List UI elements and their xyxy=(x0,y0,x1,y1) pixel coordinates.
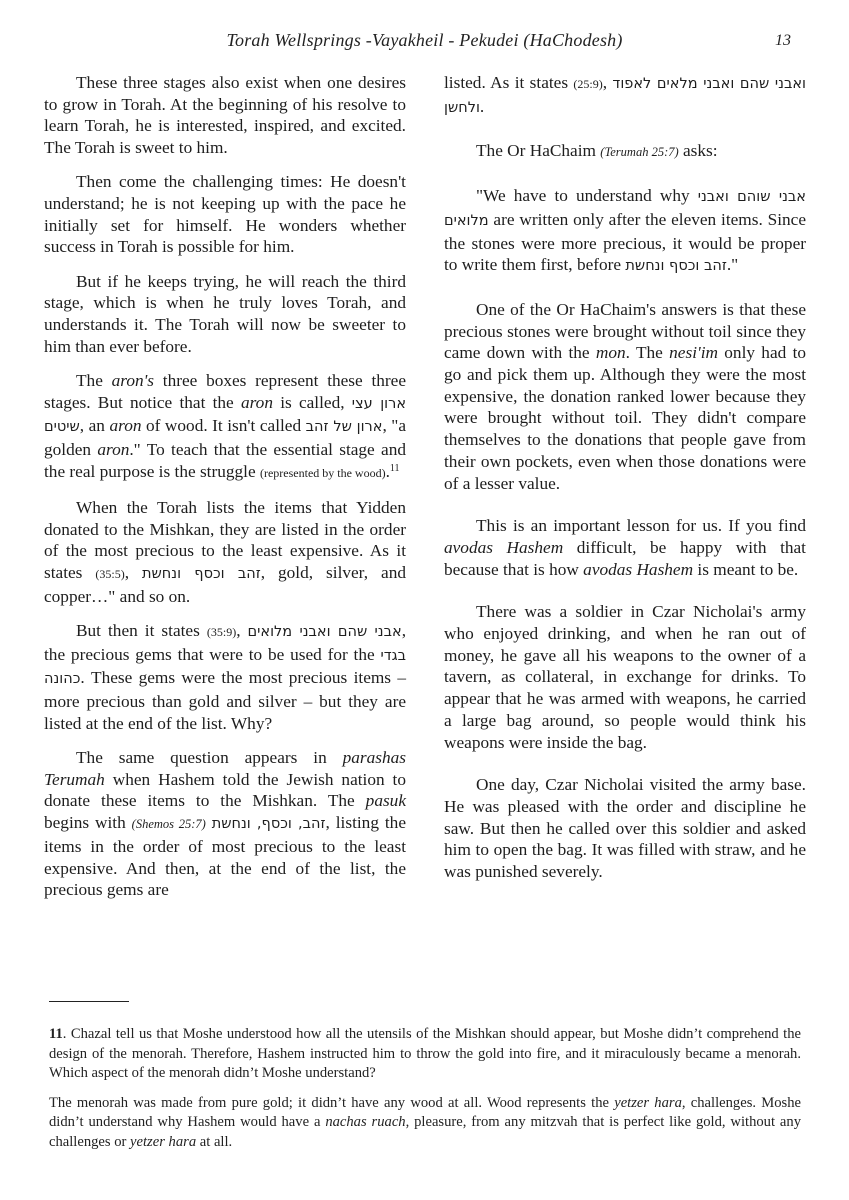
hebrew-text: זהב, וכסף, ונחשת xyxy=(211,816,326,833)
running-title: Torah Wellsprings -Vayakheil - Pekudei (HaChodesh) xyxy=(226,30,623,50)
text-run: of wood. It isn't called xyxy=(141,416,306,436)
source-citation: (25:9) xyxy=(573,77,603,91)
hebrew-text: ארון של זהב xyxy=(305,419,383,436)
text-run: begins with xyxy=(44,813,132,833)
hebrew-text: אבני שוהם ואבני מלואים xyxy=(444,189,806,229)
text-run: One of the Or HaChaim's answers is that these precious stones were brought without toil since they came down with the xyxy=(444,299,806,363)
hebrew-text: אבני שהם ואבני מלואים xyxy=(247,623,402,640)
text-run: is meant to be. xyxy=(693,559,799,579)
italic-term: nachas ruach xyxy=(325,1114,406,1131)
source-citation: (represented by the wood) xyxy=(259,465,386,480)
text-run: asks: xyxy=(678,141,718,161)
text-run: . Chazal tell us that Moshe understood how all the utensils of the Mishkan should appear, but Moshe didn’t comprehend the design of the menorah. Therefore, Hashem instructed him to throw the gold into fire, and it miraculously became a menorah. Which aspect of the menorah didn’t Moshe understand? xyxy=(49,1026,801,1082)
text-run: , challenges. Moshe didn’t understand why Hashem would have a xyxy=(49,1094,801,1131)
text-run: . These gems were the most precious items – more precious than gold and silver – but they are listed at the end of the list. Why? xyxy=(44,668,406,733)
body-paragraph xyxy=(444,601,806,753)
footnote-paragraph xyxy=(49,1025,801,1084)
page-number: 13 xyxy=(775,32,791,49)
text-run: , gold, silver, and copper…" and so on. xyxy=(44,563,406,606)
italic-term: aron xyxy=(240,392,273,412)
footnotes xyxy=(49,1025,801,1163)
body-paragraph xyxy=(444,774,806,883)
body-paragraph xyxy=(44,620,406,735)
running-header xyxy=(0,30,849,56)
body-paragraph xyxy=(444,185,806,278)
text-run: at all. xyxy=(196,1133,233,1150)
text-run: is called, xyxy=(272,392,352,412)
text-run: , an xyxy=(79,416,110,436)
source-citation: (35:5) xyxy=(95,567,125,582)
text-run: only had to go and pick them up. Although they were the most expensive, the donation ranked lower because they were brought without toil. They didn't compare themselves to the donations that people gave from their own pockets, even when those donations were of a lesser value. xyxy=(444,343,807,493)
footnote-reference[interactable]: 11 xyxy=(389,462,400,474)
italic-term: pasuk xyxy=(365,791,406,811)
italic-term: yetzer hara xyxy=(130,1133,197,1150)
text-run: difficult, be happy with that because that is how xyxy=(444,537,806,579)
source-citation: (35:9) xyxy=(206,624,237,639)
text-run: , xyxy=(124,563,142,583)
hebrew-text: ארון עצי שיטים xyxy=(44,395,407,436)
text-run: But if he keeps trying, he will reach the third stage, which is when he truly loves Torah, and understands it. The Torah will now be sweeter to him than ever before. xyxy=(44,271,406,356)
hebrew-text: ואבני שהם ואבני מלאים לאפוד ולחשן xyxy=(444,76,806,116)
italic-term: (Shemos 25:7) xyxy=(131,817,206,832)
body-paragraph xyxy=(444,515,806,580)
italic-term: aron's xyxy=(111,370,155,390)
text-run: listed. As it states xyxy=(444,73,574,92)
body-paragraph xyxy=(444,140,806,164)
italic-term: avodas Hashem xyxy=(444,537,564,557)
text-run: ." xyxy=(726,255,739,275)
text-run: , xyxy=(236,620,248,640)
text-run: When the Torah lists the items that Yidden donated to the Mishkan, they are listed in the order of the most precious to the least expensive. As it states xyxy=(44,497,406,583)
text-run: Then come the challenging times: He doesn't understand; he is not keeping up with the pace he initially set for himself. He wonders whether success in Torah is possible for him. xyxy=(44,172,406,257)
right-column xyxy=(444,72,806,904)
text-run: The same question appears in xyxy=(76,747,343,767)
text-run: The menorah was made from pure gold; it didn’t have any wood at all. Wood represents the xyxy=(49,1094,615,1111)
text-run: , pleasure, from any mitzvah that is perfect like gold, without any challenges or xyxy=(49,1114,801,1150)
italic-term: mon xyxy=(595,343,626,363)
text-run: three boxes represent these three stages. But notice that the xyxy=(44,370,406,412)
text-run: . xyxy=(479,96,485,116)
text-run: when Hashem told the Jewish nation to donate these items to the Mishkan. The xyxy=(44,769,406,811)
footnote-number: 11 xyxy=(49,1026,63,1042)
body-paragraph xyxy=(44,72,406,159)
italic-term: aron xyxy=(97,440,130,460)
hebrew-text: זהב וכסף ונחשת xyxy=(142,566,261,583)
body-paragraph xyxy=(44,747,406,901)
italic-term: (Terumah 25:7) xyxy=(600,145,679,160)
footnote-separator xyxy=(49,1001,129,1002)
left-column xyxy=(44,72,406,913)
text-run: "We have to understand why xyxy=(476,186,698,206)
italic-term: avodas Hashem xyxy=(583,559,694,579)
text-run: , xyxy=(602,73,613,92)
text-run: This is an important lesson for us. If you find xyxy=(476,516,806,536)
italic-term: aron xyxy=(109,416,142,436)
text-run: . xyxy=(385,461,390,481)
italic-term: nesi'im xyxy=(669,343,718,363)
text-run: , the precious gems that were to be used for the xyxy=(44,620,407,664)
hebrew-text: זהב וכסף ונחשת xyxy=(625,258,727,275)
text-run: , "a golden xyxy=(44,416,407,460)
footnote-paragraph xyxy=(49,1094,801,1153)
text-run: The xyxy=(76,370,112,390)
body-paragraph xyxy=(44,271,406,358)
text-run: . The xyxy=(625,343,670,363)
text-run: One day, Czar Nicholai visited the army base. He was pleased with the order and discipline he saw. But then he called over this soldier and asked him to open the bag. It was filled with straw, and he was punished severely. xyxy=(444,775,806,882)
text-run: are written only after the eleven items. Since the stones were more precious, it would be proper to write them first, before xyxy=(444,209,806,275)
body-paragraph xyxy=(444,299,806,494)
body-paragraph xyxy=(44,171,406,258)
text-run: , listing the items in the order of most precious to the least expensive. And then, at the end of the list, the precious gems are xyxy=(44,813,406,900)
text-run: But then it states xyxy=(76,620,207,640)
text-run: There was a soldier in Czar Nicholai's army who enjoyed drinking, and when he ran out of money, he gave all his weapons to the owner of a tavern, as collateral, in exchange for drinks. To appear that he was armed with weapons, he carried a large bag around, so people would think his weapons were inside the bag. xyxy=(444,602,806,752)
text-run: ." To teach that the essential stage and the real purpose is the struggle xyxy=(44,440,406,481)
italic-term: yetzer hara xyxy=(614,1094,682,1111)
body-paragraph xyxy=(44,497,406,608)
text-run: These three stages also exist when one desires to grow in Torah. At the beginning of his resolve to learn Torah, he is interested, inspired, and excited. The Torah is sweet to him. xyxy=(44,73,406,158)
italic-term: parashas Terumah xyxy=(44,747,406,789)
body-paragraph xyxy=(44,370,406,485)
hebrew-text: בגדי כהונה xyxy=(44,647,406,688)
body-paragraph xyxy=(444,72,806,119)
text-run: The Or HaChaim xyxy=(476,141,601,161)
